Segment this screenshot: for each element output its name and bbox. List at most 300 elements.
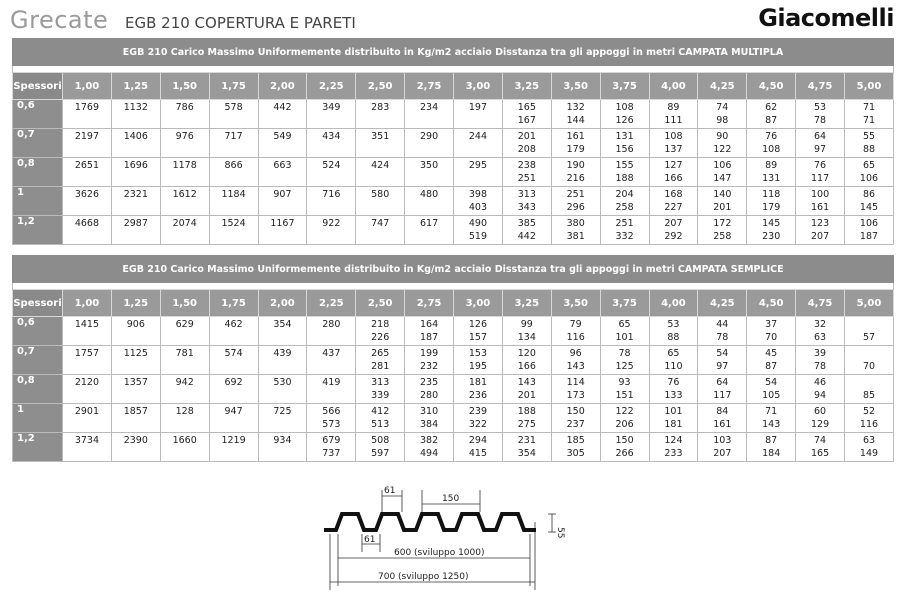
cell-value-top: 419 — [322, 377, 341, 388]
cell-value-bottom: 78 — [814, 114, 827, 126]
dim-700-label: 700 (sviluppo 1250) — [378, 572, 469, 582]
table-cell — [63, 158, 112, 187]
table-cell — [356, 433, 405, 462]
column-header-span: 3,75 — [600, 290, 649, 317]
cell-value-bottom: 101 — [615, 331, 634, 343]
table-cell — [649, 187, 698, 216]
row-label-spessore: 0,7 — [13, 346, 63, 375]
cell-value-bottom: 70 — [765, 331, 778, 343]
cell-value-bottom — [161, 361, 209, 374]
table-cell — [258, 187, 307, 216]
cell-value-top: 55 — [862, 131, 876, 142]
table-cell — [454, 404, 503, 433]
cell-value-top: 976 — [175, 131, 194, 142]
cell-value-bottom — [210, 390, 258, 403]
cell-value-bottom: 88 — [862, 143, 876, 155]
table-cell — [63, 129, 112, 158]
cell-value-top: 132 — [566, 102, 585, 113]
cell-value-top: 1184 — [221, 189, 246, 200]
cell-value-top: 238 — [517, 160, 536, 171]
cell-value-bottom: 296 — [566, 201, 585, 213]
table-cell — [454, 216, 503, 245]
cell-value-bottom — [259, 202, 307, 215]
cell-value-bottom — [161, 144, 209, 157]
table-cell — [405, 158, 454, 187]
cell-value-bottom: 573 — [322, 418, 341, 430]
cell-value-top: 131 — [615, 131, 634, 142]
column-header-span: 1,00 — [63, 290, 112, 317]
table-cell — [405, 346, 454, 375]
cell-value-bottom: 258 — [713, 230, 732, 242]
cell-value-top: 747 — [371, 218, 390, 229]
cell-value-top: 265 — [371, 348, 390, 359]
cell-value-top: 2197 — [74, 131, 100, 142]
table-cell — [209, 317, 258, 346]
cell-value-top — [845, 319, 893, 332]
table-cell — [160, 216, 209, 245]
cell-value-top: 947 — [224, 406, 243, 417]
cell-value-top: 290 — [419, 131, 439, 142]
cell-value-bottom: 57 — [862, 331, 876, 343]
cell-value-bottom: 129 — [810, 418, 830, 430]
column-header-span: 2,00 — [258, 290, 307, 317]
cell-value-bottom — [210, 115, 258, 128]
cell-value-top: 1178 — [172, 160, 197, 171]
table-cell — [600, 216, 649, 245]
cell-value-bottom — [210, 419, 258, 432]
cell-value-top: 382 — [419, 435, 439, 446]
table-cell — [258, 346, 307, 375]
table-cell — [600, 187, 649, 216]
cell-value-top: 524 — [322, 160, 341, 171]
company-logo: Giacomelli — [758, 4, 894, 32]
table-cell — [649, 346, 698, 375]
cell-value-bottom — [259, 115, 307, 128]
cell-value-bottom: 384 — [419, 418, 439, 430]
cell-value-top: 1757 — [74, 348, 100, 359]
cell-value-bottom — [210, 173, 258, 186]
cell-value-bottom — [161, 390, 209, 403]
cell-value-bottom — [112, 144, 160, 157]
column-header-span: 3,00 — [454, 290, 503, 317]
cell-value-bottom: 206 — [615, 418, 634, 430]
cell-value-top: 100 — [810, 189, 830, 200]
table-row — [13, 346, 894, 375]
cell-value-bottom: 134 — [517, 331, 536, 343]
cell-value-top: 424 — [371, 160, 390, 171]
cell-value-bottom — [161, 173, 209, 186]
cell-value-bottom: 184 — [762, 447, 781, 459]
cell-value-top: 922 — [322, 218, 341, 229]
cell-value-top: 2321 — [123, 189, 148, 200]
cell-value-top: 725 — [273, 406, 292, 417]
cell-value-top: 629 — [175, 319, 194, 330]
cell-value-top: 127 — [664, 160, 683, 171]
cell-value-bottom — [405, 173, 453, 186]
table-cell — [649, 375, 698, 404]
cell-value-bottom — [63, 144, 111, 157]
cell-value-top: 114 — [566, 377, 585, 388]
table-cell — [63, 317, 112, 346]
cell-value-top: 2120 — [74, 377, 100, 388]
table-cell — [356, 216, 405, 245]
table-cell — [405, 129, 454, 158]
cell-value-top: 46 — [814, 377, 827, 388]
table-cell — [356, 375, 405, 404]
cell-value-top: 89 — [667, 102, 680, 113]
cell-value-top: 692 — [224, 377, 243, 388]
cell-value-bottom — [307, 115, 355, 128]
cell-value-top: 120 — [517, 348, 536, 359]
table-cell — [698, 317, 747, 346]
table-cell — [845, 187, 894, 216]
profile-section-diagram — [320, 482, 580, 594]
cell-value-top: 1769 — [74, 102, 100, 113]
cell-value-bottom — [259, 448, 307, 461]
table-cell — [796, 216, 845, 245]
table-cell — [405, 433, 454, 462]
table-cell — [454, 158, 503, 187]
cell-value-bottom: 236 — [468, 389, 487, 401]
table-row — [13, 100, 894, 129]
cell-value-bottom: 144 — [566, 114, 585, 126]
cell-value-bottom — [210, 144, 258, 157]
cell-value-top: 188 — [517, 406, 536, 417]
table-cell — [747, 404, 796, 433]
cell-value-top: 93 — [618, 377, 631, 388]
column-header-span: 4,50 — [747, 290, 796, 317]
cell-value-top: 1660 — [172, 435, 197, 446]
cell-value-top: 197 — [468, 102, 487, 113]
cell-value-top: 199 — [419, 348, 439, 359]
dim-height-label: 55 — [555, 527, 565, 539]
column-header-span: 4,00 — [649, 290, 698, 317]
table-cell — [502, 375, 551, 404]
cell-value-top: 108 — [664, 131, 683, 142]
table-row — [13, 433, 894, 462]
table-cell — [845, 375, 894, 404]
table-cell — [845, 433, 894, 462]
table-cell — [454, 129, 503, 158]
product-subtitle: EGB 210 COPERTURA E PARETI — [125, 14, 356, 32]
load-table-semplice — [12, 255, 894, 462]
table-cell — [307, 100, 356, 129]
table-cell — [63, 216, 112, 245]
column-header-span: 4,50 — [747, 73, 796, 100]
cell-value-top: 161 — [566, 131, 585, 142]
table-cell — [160, 317, 209, 346]
cell-value-top: 207 — [664, 218, 683, 229]
cell-value-top: 295 — [468, 160, 487, 171]
cell-value-top: 76 — [765, 131, 778, 142]
cell-value-bottom: 216 — [566, 172, 585, 184]
cell-value-top: 354 — [273, 319, 292, 330]
table-cell — [502, 187, 551, 216]
cell-value-top: 1406 — [123, 131, 148, 142]
cell-value-top: 679 — [322, 435, 341, 446]
table-cell — [796, 129, 845, 158]
cell-value-top: 566 — [322, 406, 341, 417]
cell-value-bottom: 161 — [713, 418, 732, 430]
cell-value-top: 126 — [468, 319, 487, 330]
cell-value-top: 65 — [862, 160, 876, 171]
cell-value-top: 96 — [569, 348, 582, 359]
cell-value-bottom — [112, 361, 160, 374]
cell-value-bottom — [307, 231, 355, 244]
cell-value-top: 2390 — [123, 435, 148, 446]
table-cell — [258, 375, 307, 404]
cell-value-bottom: 737 — [322, 447, 341, 459]
table-cell — [405, 216, 454, 245]
cell-value-top: 87 — [765, 435, 778, 446]
cell-value-bottom — [63, 115, 111, 128]
cell-value-bottom — [454, 115, 502, 128]
cell-value-bottom: 98 — [716, 114, 729, 126]
cell-value-bottom: 179 — [566, 143, 585, 155]
cell-value-top: 37 — [765, 319, 778, 330]
cell-value-bottom: 87 — [765, 114, 778, 126]
cell-value-top: 1125 — [123, 348, 148, 359]
row-label-spessore: 0,6 — [13, 100, 63, 129]
cell-value-bottom — [161, 202, 209, 215]
cell-value-bottom: 237 — [566, 418, 585, 430]
table-cell — [502, 158, 551, 187]
cell-value-top: 934 — [273, 435, 292, 446]
cell-value-bottom — [356, 115, 404, 128]
cell-value-bottom — [307, 202, 355, 215]
table-cell — [845, 346, 894, 375]
table-cell — [209, 187, 258, 216]
cell-value-top: 53 — [814, 102, 827, 113]
cell-value-bottom — [161, 448, 209, 461]
cell-value-bottom — [259, 332, 307, 345]
cell-value-top: 617 — [419, 218, 439, 229]
cell-value-top: 54 — [716, 348, 729, 359]
cell-value-top: 153 — [468, 348, 487, 359]
table-cell — [454, 317, 503, 346]
cell-value-top: 663 — [273, 160, 292, 171]
cell-value-top: 44 — [716, 319, 729, 330]
table-cell — [258, 216, 307, 245]
cell-value-bottom — [63, 361, 111, 374]
table-cell — [160, 129, 209, 158]
column-header-span: 1,75 — [209, 290, 258, 317]
table-cell — [209, 346, 258, 375]
cell-value-bottom: 232 — [419, 360, 439, 372]
cell-value-top: 398 — [468, 189, 487, 200]
cell-value-top: 462 — [224, 319, 243, 330]
table-cell — [356, 187, 405, 216]
cell-value-top: 1612 — [172, 189, 197, 200]
table-cell — [307, 433, 356, 462]
cell-value-bottom: 117 — [810, 172, 830, 184]
cell-value-top: 508 — [371, 435, 390, 446]
table-cell — [502, 317, 551, 346]
cell-value-top: 385 — [517, 218, 536, 229]
cell-value-top: 490 — [468, 218, 487, 229]
table-cell — [747, 375, 796, 404]
cell-value-bottom — [259, 361, 307, 374]
cell-value-top: 235 — [419, 377, 439, 388]
cell-value-top: 907 — [273, 189, 292, 200]
cell-value-bottom — [63, 448, 111, 461]
table-cell — [209, 129, 258, 158]
cell-value-top: 63 — [862, 435, 876, 446]
cell-value-top: 1696 — [123, 160, 148, 171]
cell-value-top: 1357 — [123, 377, 148, 388]
cell-value-bottom: 151 — [615, 389, 634, 401]
cell-value-bottom: 116 — [859, 418, 879, 430]
cell-value-top: 165 — [517, 102, 536, 113]
table-cell — [258, 433, 307, 462]
cell-value-top: 3626 — [74, 189, 100, 200]
table-cell — [454, 375, 503, 404]
column-header-span: 4,00 — [649, 73, 698, 100]
cell-value-bottom — [112, 332, 160, 345]
table-cell — [698, 404, 747, 433]
cell-value-bottom: 181 — [664, 418, 683, 430]
table-cell — [63, 433, 112, 462]
cell-value-top: 3734 — [74, 435, 100, 446]
table-cell — [356, 100, 405, 129]
cell-value-top: 716 — [322, 189, 341, 200]
cell-value-bottom: 106 — [859, 172, 879, 184]
cell-value-top: 2987 — [123, 218, 148, 229]
cell-value-bottom: 322 — [468, 418, 487, 430]
table-cell — [845, 317, 894, 346]
table-cell — [551, 404, 600, 433]
table-cell — [307, 317, 356, 346]
column-header-spessori: Spessori — [13, 73, 63, 100]
table-cell — [209, 404, 258, 433]
cell-value-top: 101 — [664, 406, 683, 417]
table-cell — [356, 129, 405, 158]
column-header-span: 1,75 — [209, 73, 258, 100]
table-row — [13, 187, 894, 216]
cell-value-bottom: 78 — [716, 331, 729, 343]
table-cell — [600, 317, 649, 346]
cell-value-top: 549 — [273, 131, 292, 142]
cell-value-bottom: 97 — [716, 360, 729, 372]
table-cell — [649, 129, 698, 158]
cell-value-bottom: 513 — [371, 418, 390, 430]
table-cell — [502, 433, 551, 462]
row-label-spessore: 0,8 — [13, 375, 63, 404]
table-title: EGB 210 Carico Massimo Uniformemente distribuito in Kg/m2 acciaio Disstanza tra gli appoggi in metri CAMPATA SEMPLICE — [13, 256, 894, 283]
cell-value-top: 164 — [419, 319, 439, 330]
cell-value-bottom: 110 — [664, 360, 683, 372]
table-cell — [111, 346, 160, 375]
cell-value-top: 71 — [862, 102, 876, 113]
cell-value-bottom: 126 — [615, 114, 634, 126]
table-cell — [258, 317, 307, 346]
cell-value-bottom: 78 — [814, 360, 827, 372]
cell-value-top: 103 — [713, 435, 732, 446]
table-row — [13, 216, 894, 245]
cell-value-bottom — [259, 173, 307, 186]
cell-value-bottom: 275 — [517, 418, 536, 430]
cell-value-bottom: 292 — [664, 230, 683, 242]
cell-value-bottom: 201 — [713, 201, 732, 213]
cell-value-top: 578 — [224, 102, 243, 113]
cell-value-top: 64 — [716, 377, 729, 388]
cell-value-bottom: 125 — [615, 360, 634, 372]
table-cell — [698, 187, 747, 216]
table-cell — [63, 346, 112, 375]
cell-value-bottom — [307, 173, 355, 186]
cell-value-top: 244 — [468, 131, 487, 142]
table-cell — [551, 158, 600, 187]
cell-value-bottom — [259, 419, 307, 432]
cell-value-bottom: 143 — [762, 418, 781, 430]
table-cell — [258, 158, 307, 187]
cell-value-bottom: 85 — [862, 389, 876, 401]
cell-value-bottom: 147 — [713, 172, 732, 184]
cell-value-bottom: 266 — [615, 447, 634, 459]
table-cell — [258, 100, 307, 129]
cell-value-top: 45 — [765, 348, 778, 359]
table-cell — [845, 129, 894, 158]
table-cell — [796, 375, 845, 404]
table-cell — [63, 404, 112, 433]
cell-value-bottom: 230 — [762, 230, 781, 242]
column-header-spessori: Spessori — [13, 290, 63, 317]
cell-value-top: 32 — [814, 319, 827, 330]
table-cell — [405, 100, 454, 129]
column-header-span: 3,00 — [454, 73, 503, 100]
cell-value-top: 1857 — [123, 406, 148, 417]
cell-value-bottom: 149 — [859, 447, 879, 459]
cell-value-bottom: 188 — [615, 172, 634, 184]
cell-value-top: 218 — [371, 319, 390, 330]
cell-value-top: 124 — [664, 435, 683, 446]
column-header-span: 2,75 — [405, 73, 454, 100]
cell-value-bottom: 131 — [762, 172, 781, 184]
cell-value-top: 53 — [667, 319, 680, 330]
column-header-span: 1,50 — [160, 73, 209, 100]
cell-value-bottom — [161, 115, 209, 128]
cell-value-bottom — [307, 390, 355, 403]
cell-value-bottom: 94 — [814, 389, 827, 401]
cell-value-bottom — [307, 144, 355, 157]
table-cell — [600, 433, 649, 462]
cell-value-bottom — [356, 173, 404, 186]
column-header-span: 2,25 — [307, 73, 356, 100]
cell-value-bottom: 226 — [371, 331, 390, 343]
cell-value-top: 280 — [322, 319, 341, 330]
cell-value-bottom: 117 — [713, 389, 732, 401]
table-cell — [111, 158, 160, 187]
cell-value-bottom — [356, 202, 404, 215]
cell-value-bottom — [454, 144, 502, 157]
cell-value-bottom: 227 — [664, 201, 683, 213]
cell-value-bottom: 208 — [517, 143, 536, 155]
table-cell — [747, 346, 796, 375]
cell-value-bottom — [405, 144, 453, 157]
cell-value-bottom — [63, 390, 111, 403]
table-cell — [454, 346, 503, 375]
cell-value-bottom — [405, 115, 453, 128]
table-cell — [649, 433, 698, 462]
cell-value-top: 717 — [224, 131, 243, 142]
cell-value-bottom: 133 — [664, 389, 683, 401]
dim-top-small-label: 61 — [384, 486, 396, 496]
column-header-span: 1,00 — [63, 73, 112, 100]
table-cell — [111, 375, 160, 404]
table-cell — [454, 187, 503, 216]
table-cell — [747, 129, 796, 158]
cell-value-bottom — [210, 231, 258, 244]
